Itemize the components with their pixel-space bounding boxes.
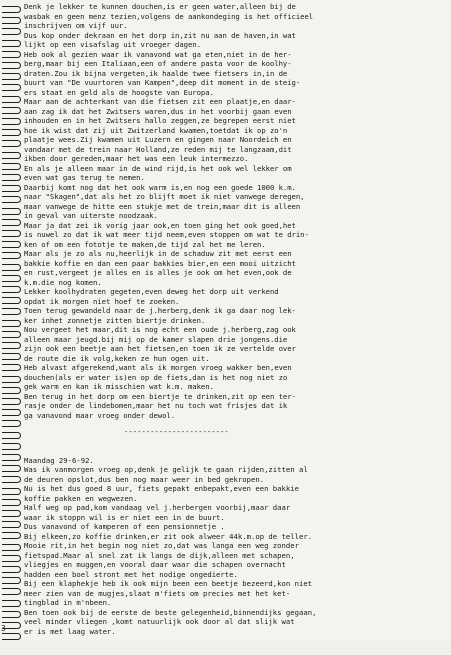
spiral-ring bbox=[2, 499, 21, 506]
spiral-ring bbox=[2, 544, 21, 551]
text-line: Bij elkeen,zo koffie drinken,er zit ook alweer 44k.m.op de teller. bbox=[24, 531, 313, 541]
text-line: bakkie koffie en dan een paar bakkies bier,en een mooi uitzicht bbox=[24, 258, 296, 268]
spiral-ring bbox=[2, 364, 21, 371]
text-line: even wat gas terug te nemen. bbox=[24, 173, 145, 182]
text-line: zijn ook een beetje aan het fietsen,en toen ik ze vertelde over bbox=[24, 344, 296, 353]
text-line: Was ik vanmorgen vroeg op,denk je gelijk te gaan rijden,zitten al bbox=[24, 465, 308, 474]
diary-entry-monday bbox=[24, 456, 448, 637]
text-line: inhouden en in het Zwitsers hallo zeggen,ze begrepen eerst niet bbox=[24, 116, 296, 125]
spiral-ring bbox=[2, 611, 21, 618]
spiral-ring bbox=[2, 532, 21, 539]
text-line: ers staat en geld als de hoogste van Europa. bbox=[24, 87, 214, 97]
text-line: maar vanwege de hitte een stukje met de trein,maar dit is alleen bbox=[24, 201, 301, 211]
text-line: Maar als je zo als nu,heerlijk in de schaduw zit met eerst een bbox=[24, 249, 292, 258]
spiral-ring bbox=[2, 40, 21, 47]
spiral-ring bbox=[2, 152, 21, 159]
spiral-ring bbox=[2, 252, 21, 259]
spiral-ring bbox=[2, 577, 21, 584]
text-line: Daarbij komt nog dat het ook warm is,en nog een goede 1000 k.m. bbox=[24, 182, 296, 192]
text-line: naar "Skagen",dat als het zo blijft moet ik niet vanwege deregen, bbox=[24, 192, 305, 201]
text-line: de route die ik volg,keken ze hun ogen uit. bbox=[24, 353, 210, 363]
text-line: ikben door gereden,maar het was een leuk intermezzo. bbox=[24, 154, 249, 163]
spiral-ring bbox=[2, 342, 21, 349]
spiral-ring bbox=[2, 140, 21, 147]
text-line: Nu is het dus goed 8 uur, fiets gepakt enbepakt,even een bakkie bbox=[24, 484, 299, 493]
spiral-ring bbox=[2, 600, 21, 607]
text-line: draten.Zou ik bijna vergeten,ik haalde twee fietsers in,in de bbox=[24, 68, 288, 78]
spiral-ring bbox=[2, 521, 21, 528]
spiral-ring bbox=[2, 353, 21, 360]
text-line: Bij een klaphekje heb ik ook mijn been een beetje bezeerd,kon niet bbox=[24, 579, 313, 588]
spiral-ring bbox=[2, 488, 21, 495]
text-line: opdat ik morgen niet hoef te zoeken. bbox=[24, 296, 180, 306]
spiral-ring bbox=[2, 275, 21, 282]
spiral-ring bbox=[2, 51, 21, 58]
text-line: hadden een boel stront met het nodige ongedierte. bbox=[24, 569, 238, 579]
spiral-ring bbox=[2, 129, 21, 136]
spiral-ring bbox=[2, 6, 21, 13]
text-line: Maar ja dat zei ik vorig jaar ook,en toen ging het ook goed,het bbox=[24, 220, 296, 230]
spiral-ring bbox=[2, 409, 21, 416]
text-line: Lekker koolhydraten gegeten,even deweg het dorp uit verkend bbox=[24, 287, 279, 296]
text-line: ker inhet zonnetje zitten biertje drinken. bbox=[24, 315, 206, 325]
spiral-ring bbox=[2, 566, 21, 573]
text-line: waar ik stoppn wil is er niet een in de buurt. bbox=[24, 512, 225, 522]
text-line: Denk je lekker te kunnen douchen,is er geen water,alleen bij de bbox=[24, 2, 296, 11]
spiral-ring bbox=[2, 555, 21, 562]
spiral-ring bbox=[2, 185, 21, 192]
text-line: Heb ook al gezien waar ik vanavond wat ga eten,niet in de her- bbox=[24, 49, 292, 59]
spiral-ring bbox=[2, 454, 21, 461]
spiral-ring bbox=[2, 73, 21, 80]
spiral-ring bbox=[2, 308, 21, 315]
text-line: vliegjes en muggen,en vooral daar waar die schapen overnacht bbox=[24, 560, 286, 569]
text-line: rasje onder de lindebomen,maar het nu toch wat frisjes dat ik bbox=[24, 401, 288, 410]
spiral-ring bbox=[2, 84, 21, 91]
text-line: En als je alleen maar in de wind rijd,is het ook wel lekker om bbox=[24, 163, 292, 173]
spiral-ring bbox=[2, 633, 21, 640]
text-line: is nuwel zo dat ik wat meer tijd neem,even stoppen om wat te drin- bbox=[24, 230, 309, 239]
text-line: vandaar met de trein naar Holland,ze reden mij te langzaam,dit bbox=[24, 144, 292, 154]
text-line: Maandag 29-6-92. bbox=[24, 455, 94, 465]
spiral-ring bbox=[2, 398, 21, 405]
spiral-ring bbox=[2, 297, 21, 304]
spiral-binding bbox=[0, 0, 22, 640]
spiral-ring bbox=[2, 208, 21, 215]
text-line: in geval van uiterste noodzaak. bbox=[24, 211, 158, 220]
text-line: inschrijven om vijf uur. bbox=[24, 21, 128, 30]
spiral-ring bbox=[2, 264, 21, 271]
text-line: ken of om een fototje te maken,de tijd zal het me leren. bbox=[24, 239, 266, 249]
spiral-ring bbox=[2, 510, 21, 517]
spiral-ring bbox=[2, 174, 21, 181]
text-line: koffie pakken en wegwezen. bbox=[24, 493, 138, 503]
text-line: aan zag ik dat het Zwitsers waren,dus in het voorbij gaan even bbox=[24, 106, 292, 116]
text-line: alleen maar jeugd.bij mij op de kamer slapen drie jongens.die bbox=[24, 334, 288, 344]
text-line: Toen terug gewandeld naar de j.herberg,denk ik ga daar nog lek- bbox=[24, 306, 296, 315]
text-line: veel minder vliegen ,komt natuurlijk ook door al dat slijk wat bbox=[24, 617, 295, 626]
text-line: er is met laag water. bbox=[24, 626, 116, 636]
text-line: Maar aan de achterkant van die fietsen zit een plaatje,en daar- bbox=[24, 97, 296, 106]
text-line: Half weg op pad,kom vandaag vel j.herbergen voorbij,maar daar bbox=[24, 503, 291, 512]
text-line: Dus vanavond of kamperen of een pensionnetje . bbox=[24, 522, 225, 531]
text-line: buurt van "De vuurtoren van Kampen",deep dit moment in de steig- bbox=[24, 78, 301, 87]
spiral-ring bbox=[2, 96, 21, 103]
text-line: en rust,vergeet je alles en is alles je ook om het even,ook de bbox=[24, 268, 292, 277]
spiral-ring bbox=[2, 62, 21, 69]
text-line: hoe ik wist dat zij uit Zwitzerland kwamen,toetdat ik op zo'n bbox=[24, 125, 288, 135]
text-line: Nou vergeet het maar,dit is nog echt een oude j.herberg,zag ook bbox=[24, 325, 296, 334]
spiral-ring bbox=[2, 331, 21, 338]
text-line: Ben terug in het dorp om een biertje te drinken,zit op een ter- bbox=[24, 391, 296, 401]
spiral-ring bbox=[2, 230, 21, 237]
spiral-ring bbox=[2, 320, 21, 327]
spiral-ring bbox=[2, 163, 21, 170]
spiral-ring bbox=[2, 420, 21, 427]
spiral-ring bbox=[2, 196, 21, 203]
text-line: tingblad in m'nbeen. bbox=[24, 598, 112, 607]
spiral-ring bbox=[2, 465, 21, 472]
diary-entry-section-1 bbox=[24, 2, 448, 420]
text-line: de deuren opslot,dus ben nog maar weer in bed gekropen. bbox=[24, 474, 265, 484]
spiral-ring bbox=[2, 286, 21, 293]
text-line: Dus kop onder dekraan en het dorp in,zit nu aan de haven,in wat bbox=[24, 30, 296, 40]
text-line: plaatje wees.Zij kwamen uit Luzern en gingen naar Noordeich en bbox=[24, 135, 292, 144]
spiral-ring bbox=[2, 28, 21, 35]
text-line: lijkt op een visafslag uit vroeger dagen. bbox=[24, 40, 201, 49]
text-line: douchen(als er water is)en op de fiets,dan is het nog niet zo bbox=[24, 372, 288, 382]
spiral-ring bbox=[2, 118, 21, 125]
text-line: k.m.die nog komen. bbox=[24, 277, 102, 287]
text-line: fietspad.Maar al snel zat ik langs de dijk,alleen met schapen, bbox=[24, 550, 295, 560]
spiral-ring bbox=[2, 107, 21, 114]
text-line: wasbak en geen menz tezien,volgens de aankondeging is het officieel bbox=[24, 11, 314, 21]
text-line: berg,maar bij een Italiaan,een of andere pasta voor de koolhy- bbox=[24, 59, 292, 68]
spiral-ring bbox=[2, 376, 21, 383]
text-line: Heb alvast afgerekend,want als ik morgen vroeg wakker ben,even bbox=[24, 363, 292, 372]
diary-entry-section-2 bbox=[24, 408, 448, 655]
spiral-ring bbox=[2, 588, 21, 595]
text-line: Mooie rit,in het begin nog niet zo,dat was langa een weg zonder bbox=[24, 541, 299, 550]
spiral-ring bbox=[2, 432, 21, 439]
text-line: ga vanavond maar vroeg onder dewol. bbox=[24, 410, 176, 420]
spiral-ring bbox=[2, 476, 21, 483]
text-line: Ben toen ook bij de eerste de beste gelegenheid,binnendijks gegaan, bbox=[24, 607, 317, 617]
text-line: gek warm en kan ik misschien wat k.m. maken. bbox=[24, 382, 214, 391]
spiral-ring bbox=[2, 17, 21, 24]
text-line: meer zien van de mugjes,slaat m'fiets om precies met het ket- bbox=[24, 588, 291, 598]
spiral-ring bbox=[2, 443, 21, 450]
spiral-ring bbox=[2, 219, 21, 226]
section-divider: ------------------------ bbox=[124, 427, 229, 436]
page-number: 3 bbox=[1, 624, 6, 633]
spiral-ring bbox=[2, 241, 21, 248]
spiral-ring bbox=[2, 387, 21, 394]
